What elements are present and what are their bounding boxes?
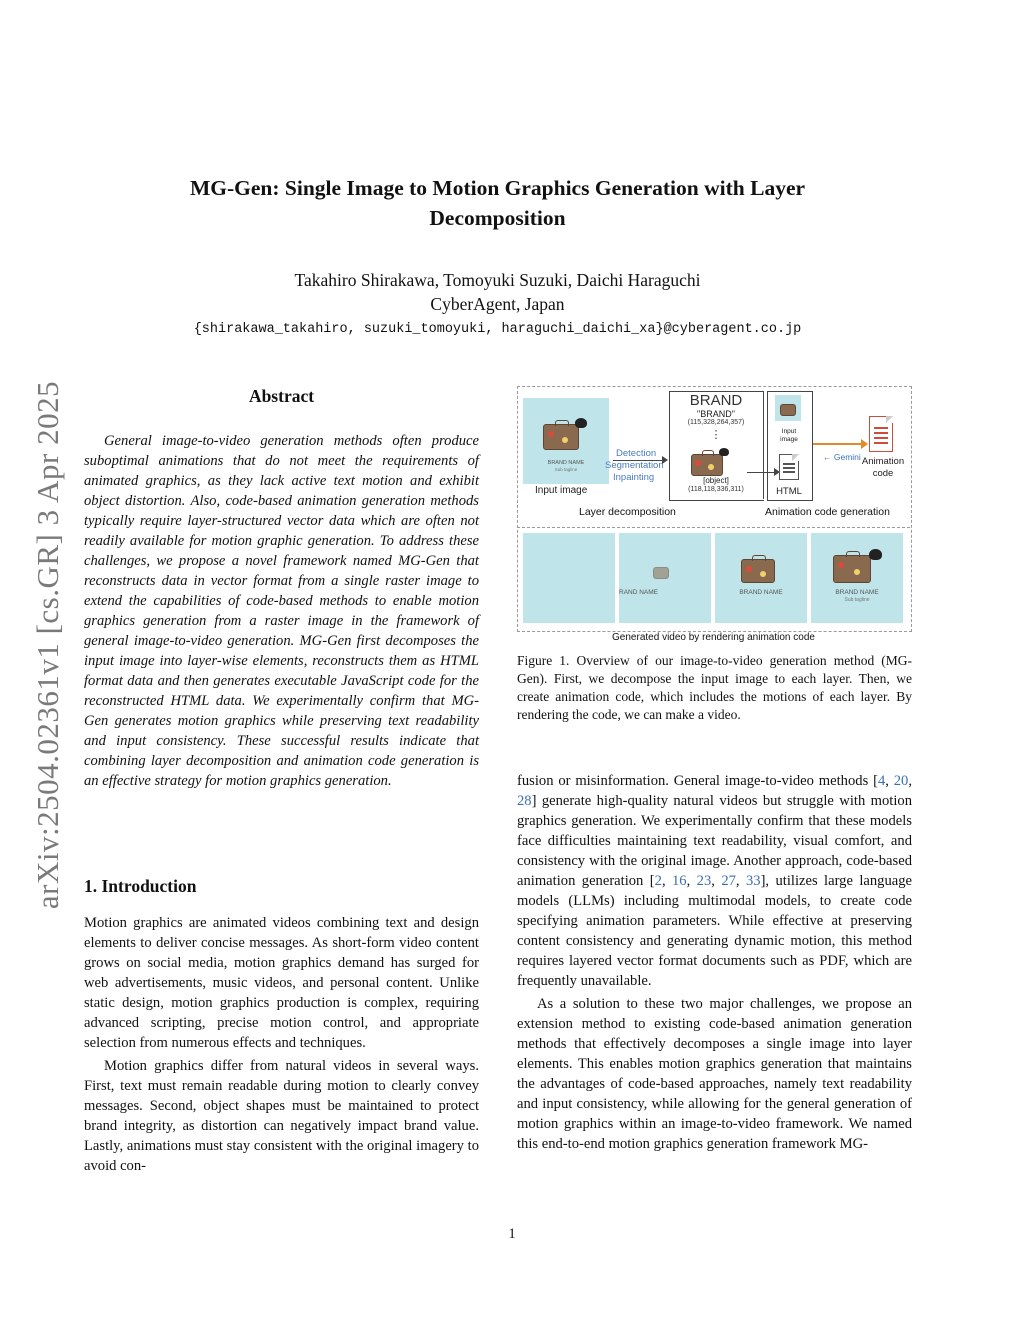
video-frame-3: [715, 533, 807, 623]
arxiv-stamp: arXiv:2504.02361v1 [cs.GR] 3 Apr 2025: [30, 380, 66, 910]
figure-1: [517, 386, 912, 643]
frame4-brand-name: BRAND NAME: [835, 589, 879, 596]
object-layer-label: [object]: [703, 476, 729, 485]
gemini-label: ← Gemini: [823, 452, 861, 462]
right-paragraph-1: fusion or misinformation. General image-to-video methods [4, 20, 28] generate high-quality natural videos but struggle with motion graphics generation. We experimentally confirm that these models face difficulties maintaining text readability, visual comfort, and consistency with the original image. Another approach, code-based animation generation [2, 16, 23, 27, 33], utilizes large language models (LLMs) including multimodal models, to create code specifying animation parameters. While effective at preserving content consistency and generating dynamic motion, this method requires layered vector format documents such as PDF, which are frequently unavailable.: [517, 773, 913, 989]
brand-layer-quoted: "BRAND": [697, 409, 735, 419]
gemini-arrow-head: [861, 439, 868, 449]
figure-caption: [517, 652, 912, 724]
right-column-body: [517, 771, 912, 1154]
abstract-body: [84, 431, 479, 791]
suitcase-graphic: [543, 424, 579, 450]
citation-27[interactable]: 27: [721, 873, 736, 889]
citation-33[interactable]: 33: [745, 873, 761, 889]
citation-20[interactable]: 20: [893, 773, 909, 789]
author-list: Takahiro Shirakawa, Tomoyuki Suzuki, Daichi Haraguchi: [294, 270, 701, 290]
animation-code-label-2: code: [872, 468, 894, 479]
input-image-label: Input image: [535, 485, 588, 496]
input-tagline: Sub tagline: [554, 467, 578, 472]
inpainting-label: Inpainting: [613, 472, 655, 483]
citation-4[interactable]: 4: [877, 773, 886, 789]
figure-divider: [517, 527, 910, 528]
html-doc-icon: [779, 454, 799, 480]
object-layer-suitcase: [691, 454, 723, 476]
html-input-label-2: image: [780, 436, 798, 443]
brand-layer-bbox: (115,328,264,357): [687, 419, 745, 426]
author-email: {shirakawa_takahiro, suzuki_tomoyuki, haraguchi_daichi_xa}@cyberagent.co.jp: [193, 322, 802, 337]
brand-layer-text: BRAND: [689, 392, 743, 409]
html-label: HTML: [776, 486, 802, 497]
intro-paragraph-1: Motion graphics are animated videos combining text and design elements to deliver concise messages. As short-form video content grows on social media, motion graphics demand has surged for web advertisements, music videos, and personal content. Unlike static design, motion graphics production is complex, requiring advanced scripting, precise motion control, and appropriate selection from numerous effects and techniques.: [84, 915, 479, 1051]
video-frame-2: [619, 533, 711, 623]
html-input-label-1: Input: [781, 428, 797, 435]
citation-2[interactable]: 2: [654, 873, 662, 889]
citation-23[interactable]: 23: [696, 873, 712, 889]
abstract-heading: Abstract: [248, 386, 315, 406]
frame4-tagline: Sub tagline: [844, 597, 870, 603]
figure-caption-text: Figure 1. Overview of our image-to-video generation method (MG-Gen). First, we decompose the input image to each layer. Then, we create animation code, which includes the motions of each layer. By rendering the code, we can make a video.: [517, 653, 912, 722]
frame3-brand-name: BRAND NAME: [739, 589, 783, 596]
gemini-arrow: [813, 443, 863, 445]
animation-code-label-1: Animation: [861, 456, 905, 467]
abstract-text: General image-to-video generation methods often produce suboptimal animations that do not meet the requirements of animated graphics, as they lack active text motion and exhibit object distortion. Also, code-based animation generation methods typically require layer-structured vector data which are often not readily available for motion graphic generation. To address these challenges, we propose a novel framework named MG-Gen that reconstructs data in vector format from a single raster image to extend the capabilities of code-based methods to enable motion graphics generation from a raster image in the framework of general image-to-video generation. MG-Gen first decomposes the input image into layer-wise elements, reconstructs them as HTML format data and then generates executable JavaScript code for the reconstructed HTML data. We experimentally confirm that MG-Gen generates motion graphics while preserving text readability and input consistency. These successful results indicate that combining layer decomposition and animation code generation is an effective strategy for motion graphics generation.: [84, 433, 479, 789]
video-frame-1: [523, 533, 615, 623]
segmentation-label: Segmentation: [605, 460, 664, 471]
object-layer-bbox: (118,118,336,311): [688, 486, 744, 493]
citation-28[interactable]: 28: [517, 793, 532, 809]
object-layer-hat: [719, 448, 729, 456]
hat-graphic: [575, 418, 587, 428]
frame2-brand-name: RAND NAME: [619, 589, 659, 596]
intro-body: [84, 913, 479, 1176]
input-image-tile: [523, 398, 609, 484]
intro-heading: 1. Introduction: [84, 876, 197, 896]
input-brand-name: BRAND NAME: [547, 460, 585, 466]
video-frame-4: [811, 533, 903, 623]
animation-code-generation-label: Animation code generation: [765, 506, 890, 518]
generated-video-label: Generated video by rendering animation code: [612, 632, 815, 643]
decompose-arrow: [613, 460, 663, 461]
right-paragraph-2: As a solution to these two major challenges, we propose an extension method to existing code-based animation generation methods that effectively decomposes a single image into layer elements. This enables motion graphics generation that maintains the advantages of code-based approaches, namely text readability and input consistency, while allowing for the general generation of motion graphics within an image-to-video framework. We named this end-to-end motion graphics generation framework MG-: [517, 996, 912, 1152]
page-number: 1: [508, 1226, 516, 1242]
affiliation: CyberAgent, Japan: [430, 294, 565, 314]
animation-code-icon: [869, 416, 893, 452]
layer-decomposition-label: Layer decomposition: [579, 506, 676, 518]
detection-label: Detection: [616, 448, 657, 459]
layer-bracket-right: [763, 391, 764, 499]
citation-16[interactable]: 16: [672, 873, 687, 889]
intro-paragraph-2: Motion graphics differ from natural videos in several ways. First, text must remain readable during motion to clearly convey messages. Second, object shapes must be maintained to protect brand integrity, as distortion can negatively impact brand value. Lastly, animations must stay consistent with the original imagery to avoid con-: [84, 1058, 479, 1174]
layer-dots: ⋮: [710, 429, 722, 441]
html-input-thumb: [775, 395, 801, 421]
paper-title: MG-Gen: Single Image to Motion Graphics Generation with Layer Decomposition: [189, 176, 806, 230]
